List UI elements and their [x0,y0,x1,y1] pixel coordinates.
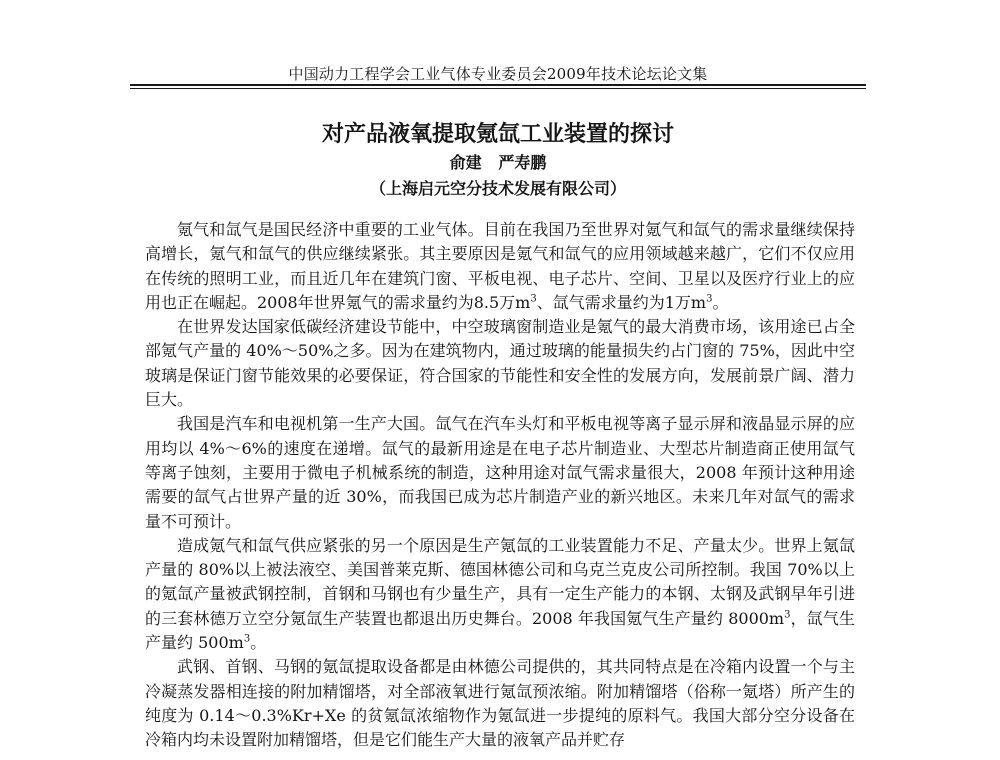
superscript: 3 [706,293,713,305]
paper-title: 对产品液氧提取氪氙工业装置的探讨 [321,121,674,147]
superscript: 3 [784,609,791,621]
paragraph-1-text-a: 氪气和氙气是国民经济中重要的工业气体。目前在我国乃至世界对氪气和氙气的需求量继续保持高增长，氪气和氙气的供应继续紧张。其主要原因是氪气和氙气的应用领域越来越广，它们不仅应用在传统的照明工业，而且近几年在建筑门窗、平板电视、电子芯片、空间、卫星以及医疗行业上的应用也正在崛起。2008年世界氪气的需求量约为8.5万m [145,220,855,312]
superscript: 3 [530,293,537,305]
paragraph-4-text-b: ，氙气生产量约 500m [145,608,855,653]
paragraph-1-text-c: 。 [712,292,729,312]
paper-authors: 俞建 严寿鹏 [449,153,547,172]
paragraph-1-text-b: 、氙气需求量约为1万m [536,292,707,312]
paper-body [145,218,855,753]
paragraph-2: 在世界发达国家低碳经济建设节能中，中空玻璃窗制造业是氪气的最大消费市场，该用途已占全部氪气产量的 40%～50%之多。因为在建筑物内，通过玻璃的能量损失约占门窗的 75%，因此中空玻璃是保证门窗节能效果的必要保证，符合国家的节能性和安全性的发展方向，发展前景广阔、潜力巨大。 [145,317,855,410]
paragraph-1 [145,218,855,315]
paper-affiliation: （上海启元空分技术发展有限公司） [369,179,626,198]
paragraph-3: 我国是汽车和电视机第一生产大国。氙气在汽车头灯和平板电视等离子显示屏和液晶显示屏的应用均以 4%～6%的速度在递增。氙气的最新用途是在电子芯片制造业、大型芯片制造商正使用氙气等离子蚀刻，主要用于微电子机械系统的制造，这种用途对氙气需求量很大，2008 年预计这种用途需要的氙气占世界产量的近 30%，而我国已成为芯片制造产业的新兴地区。未来几年对氙气的需求量不可预计。 [145,414,855,531]
paragraph-5: 武钢、首钢、马钢的氪氙提取设备都是由林德公司提供的，其共同特点是在冷箱内设置一个与主冷凝蒸发器相连接的附加精馏塔，对全部液氧进行氪氙预浓缩。附加精馏塔（俗称一氪塔）所产生的纯度为 0.14～0.3%Kr+Xe 的贫氪氙浓缩物作为氪氙进一步提纯的原料气。我国大部分空分设备在冷箱内均未设置附加精馏塔，但是它们能生产大量的液氧产品并贮存 [145,657,855,750]
paragraph-4 [145,534,855,655]
paragraph-4-text-a: 造成氪气和氙气供应紧张的另一个原因是生产氪氙的工业装置能力不足、产量太少。世界上氪氙产量的 80%以上被法液空、美国普莱克斯、德国林德公司和乌克兰克皮公司所控制。我国 70%以上的氪氙产量被武钢控制，首钢和马钢也有少量生产，具有一定生产能力的本钢、太钢及武钢早年引进的三套林德万立空分氪氙生产装置也都退出历史舞台。2008 年我国氪气生产量约 8000m [145,535,855,628]
paragraph-4-text-c: 。 [250,633,267,653]
header-rule-thin [130,88,866,89]
header-rule [130,84,866,86]
superscript: 3 [243,633,251,645]
running-header: 中国动力工程学会工业气体专业委员会2009年技术论坛论文集 [288,65,708,83]
